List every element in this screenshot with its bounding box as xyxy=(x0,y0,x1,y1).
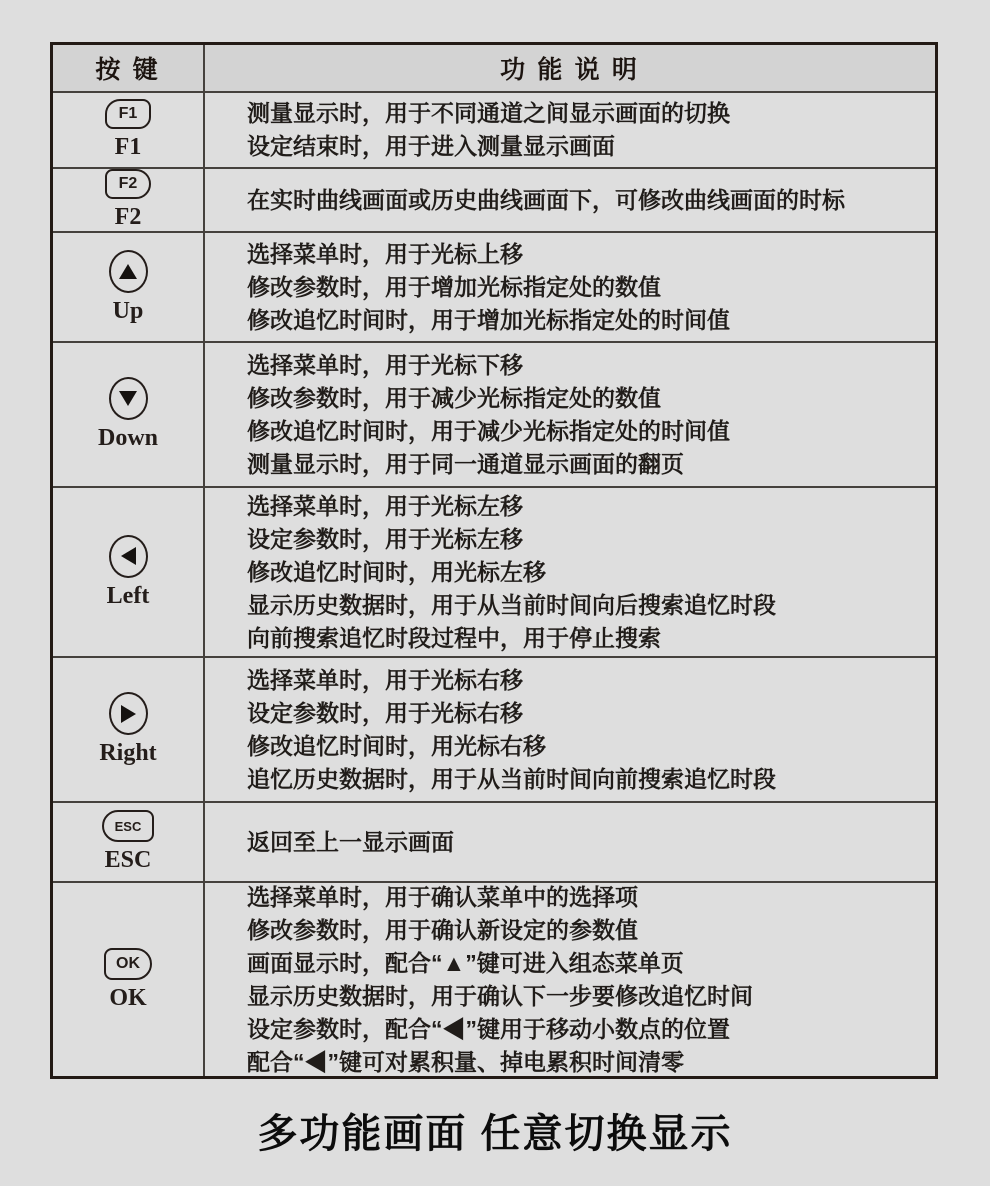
left-arrow-circle-icon xyxy=(109,535,148,578)
ok-keycap-icon xyxy=(104,948,152,980)
desc-line: 设定参数时，用于光标右移 xyxy=(247,699,523,726)
desc-cell-f1 xyxy=(205,93,935,167)
key-cell-down xyxy=(53,343,205,486)
desc-line: 修改参数时，用于增加光标指定处的数值 xyxy=(247,273,661,300)
key-label-left: Left xyxy=(106,582,150,609)
desc-line: 测量显示时，用于同一通道显示画面的翻页 xyxy=(247,450,684,477)
table-row-f2 xyxy=(53,167,935,231)
desc-cell-up xyxy=(205,233,935,341)
key-cell-ok xyxy=(53,883,205,1076)
table-row-ok xyxy=(53,881,935,1076)
f2-keycap-text: F2 xyxy=(118,175,138,192)
table-header-row xyxy=(53,45,935,91)
key-label-ok: OK xyxy=(109,984,147,1011)
desc-line: 画面显示时，配合“▲”键可进入组态菜单页 xyxy=(247,949,684,976)
desc-line: 显示历史数据时，用于从当前时间向后搜索追忆时段 xyxy=(247,591,776,618)
down-triangle-icon xyxy=(119,391,137,406)
desc-line: 修改追忆时间时，用光标左移 xyxy=(247,558,546,585)
desc-line: 修改追忆时间时，用于增加光标指定处的时间值 xyxy=(247,306,730,333)
f1-keycap-text: F1 xyxy=(118,105,138,122)
desc-cell-esc xyxy=(205,803,935,881)
desc-line: 显示历史数据时，用于确认下一步要修改追忆时间 xyxy=(247,982,753,1009)
desc-cell-right xyxy=(205,658,935,801)
desc-line: 向前搜索追忆时段过程中，用于停止搜索 xyxy=(247,624,661,651)
desc-line: 选择菜单时，用于确认菜单中的选择项 xyxy=(247,883,638,910)
desc-line: 选择菜单时，用于光标左移 xyxy=(247,492,523,519)
desc-line: 设定参数时，配合“◀”键用于移动小数点的位置 xyxy=(247,1015,730,1042)
desc-line: 追忆历史数据时，用于从当前时间向前搜索追忆时段 xyxy=(247,765,776,792)
table-row-up xyxy=(53,231,935,341)
key-cell-f1 xyxy=(53,93,205,167)
right-triangle-icon xyxy=(121,705,136,723)
up-arrow-circle-icon xyxy=(109,250,148,293)
desc-cell-left xyxy=(205,488,935,656)
desc-line: 测量显示时，用于不同通道之间显示画面的切换 xyxy=(247,100,730,126)
f1-keycap-icon xyxy=(105,99,151,129)
right-arrow-circle-icon xyxy=(109,692,148,735)
table-row-right xyxy=(53,656,935,801)
desc-cell-ok xyxy=(205,883,935,1076)
table-row-left xyxy=(53,486,935,656)
desc-line: 修改追忆时间时，用于减少光标指定处的时间值 xyxy=(247,417,730,444)
desc-line: 返回至上一显示画面 xyxy=(247,828,454,855)
header-desc-column: 功 能 说 明 xyxy=(500,57,640,84)
key-label-up: Up xyxy=(112,297,144,324)
key-label-right: Right xyxy=(99,740,157,766)
desc-line: 选择菜单时，用于光标下移 xyxy=(247,351,523,378)
desc-line: 修改追忆时间时，用光标右移 xyxy=(247,732,546,759)
esc-keycap-text: ESC xyxy=(114,818,142,834)
key-cell-left xyxy=(53,488,205,656)
desc-line: 修改参数时，用于减少光标指定处的数值 xyxy=(247,384,661,411)
left-triangle-icon xyxy=(121,547,136,565)
key-cell-right xyxy=(53,658,205,801)
key-cell-esc xyxy=(53,803,205,881)
key-cell-f2 xyxy=(53,169,205,231)
desc-cell-down xyxy=(205,343,935,486)
key-cell-up xyxy=(53,233,205,341)
desc-cell-f2 xyxy=(205,169,935,231)
desc-line: 选择菜单时，用于光标右移 xyxy=(247,666,523,693)
key-label-esc: ESC xyxy=(104,847,152,873)
desc-line: 配合“◀”键可对累积量、掉电累积时间清零 xyxy=(247,1048,684,1075)
desc-line: 修改参数时，用于确认新设定的参数值 xyxy=(247,916,638,943)
desc-line: 设定参数时，用于光标左移 xyxy=(247,525,523,552)
table-row-down xyxy=(53,341,935,486)
down-arrow-circle-icon xyxy=(109,377,148,420)
desc-line: 设定结束时，用于进入测量显示画面 xyxy=(247,133,615,159)
f2-keycap-icon xyxy=(105,169,151,199)
key-label-down: Down xyxy=(97,425,158,451)
ok-keycap-text: OK xyxy=(116,954,140,972)
table-row-f1 xyxy=(53,91,935,167)
esc-keycap-icon xyxy=(102,810,154,842)
key-label-f1: F1 xyxy=(114,134,142,160)
key-function-table xyxy=(50,42,938,1079)
header-key-column: 按 键 xyxy=(53,45,205,91)
key-label-f2: F2 xyxy=(114,204,142,230)
desc-line: 选择菜单时，用于光标上移 xyxy=(247,240,523,267)
page-caption: 多功能画面 任意切换显示 xyxy=(257,1112,733,1156)
up-triangle-icon xyxy=(119,264,137,279)
desc-line: 在实时曲线画面或历史曲线画面下，可修改曲线画面的时标 xyxy=(247,186,845,213)
table-row-esc xyxy=(53,801,935,881)
